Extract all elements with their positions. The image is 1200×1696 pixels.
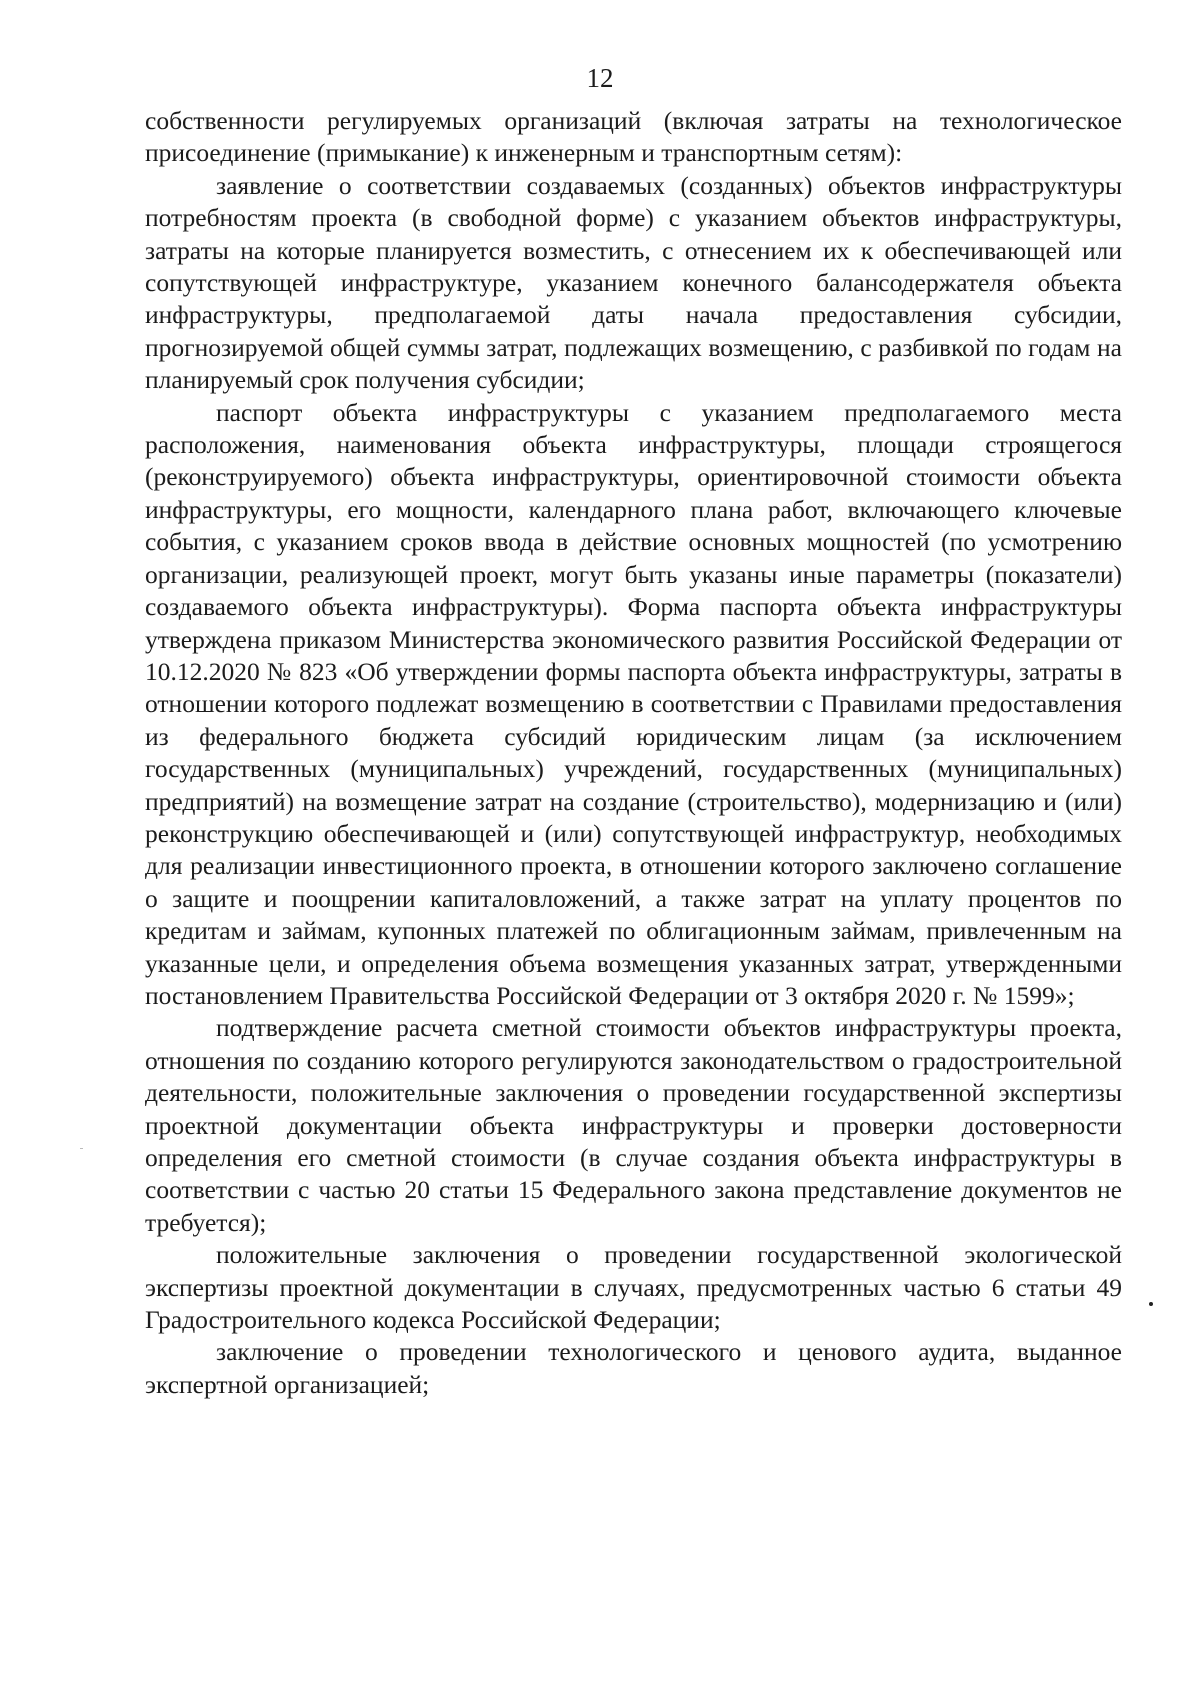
paragraph-cost-estimate-confirmation: подтверждение расчета сметной стоимости объектов инфраструктуры проекта, отношения по созданию которого регулируются законодательством о градостроительной деятельности, положительные заключения о проведении государственной экспертизы проектной документации объекта инфраструктуры и проверки достоверности определения его сметной стоимости (в случае создания объекта инфраструктуры в соответствии с частью 20 статьи 15 Федерального закона представление документов не требуется); bbox=[145, 1013, 1122, 1237]
scan-mark bbox=[80, 1148, 83, 1149]
paragraph-audit-conclusion: заключение о проведении технологического и ценового аудита, выданное экспертной организацией; bbox=[145, 1337, 1122, 1399]
scan-speck bbox=[1149, 1302, 1153, 1306]
document-body bbox=[145, 105, 1122, 1401]
paragraph-ecological-expertise: положительные заключения о проведении государственной экологической экспертизы проектной документации в случаях, предусмотренных частью 6 статьи 49 Градостроительного кодекса Российской Федерации; bbox=[145, 1240, 1122, 1335]
paragraph-infrastructure-passport: паспорт объекта инфраструктуры с указанием предполагаемого места расположения, наименования объекта инфраструктуры, площади строящегося (реконструируемого) объекта инфраструктуры, ориентировочной стоимости объекта инфраструктуры, его мощности, календарного плана работ, включающего ключевые события, с указанием сроков ввода в действие основных мощностей (по усмотрению организации, реализующей проект, могут быть указаны иные параметры (показатели) создаваемого объекта инфраструктуры). Форма паспорта объекта инфраструктуры утверждена приказом Министерства экономического развития Российской Федерации от 10.12.2020 № 823 «Об утверждении формы паспорта объекта инфраструктуры, затраты в отношении которого подлежат возмещению в соответствии с Правилами предоставления из федерального бюджета субсидий юридическим лицам (за исключением государственных (муниципальных) учреждений, государственных (муниципальных) предприятий) на возмещение затрат на создание (строительство), модернизацию и (или) реконструкцию обеспечивающей и (или) сопутствующей инфраструктур, необходимых для реализации инвестиционного проекта, в отношении которого заключено соглашение о защите и поощрении капиталовложений, а также затрат на уплату процентов по кредитам и займам, купонных платежей по облигационным займам, привлеченным на указанные цели, и определения объема возмещения указанных затрат, утвержденными постановлением Правительства Российской Федерации от 3 октября 2020 г. № 1599»; bbox=[145, 397, 1122, 1010]
page-number: 12 bbox=[586, 63, 614, 93]
paragraph-statement-of-compliance: заявление о соответствии создаваемых (созданных) объектов инфраструктуры потребностям проекта (в свободной форме) с указанием объектов инфраструктуры, затраты на которые планируется возместить, с отнесением их к обеспечивающей или сопутствующей инфраструктуре, указанием конечного балансодержателя объекта инфраструктуры, предполагаемой даты начала предоставления субсидии, прогнозируемой общей суммы затрат, подлежащих возмещению, с разбивкой по годам на планируемый срок получения субсидии; bbox=[145, 170, 1122, 395]
paragraph-continuation: собственности регулируемых организаций (включая затраты на технологическое присоединение (примыкание) к инженерным и транспортным сетям): bbox=[145, 106, 1122, 168]
